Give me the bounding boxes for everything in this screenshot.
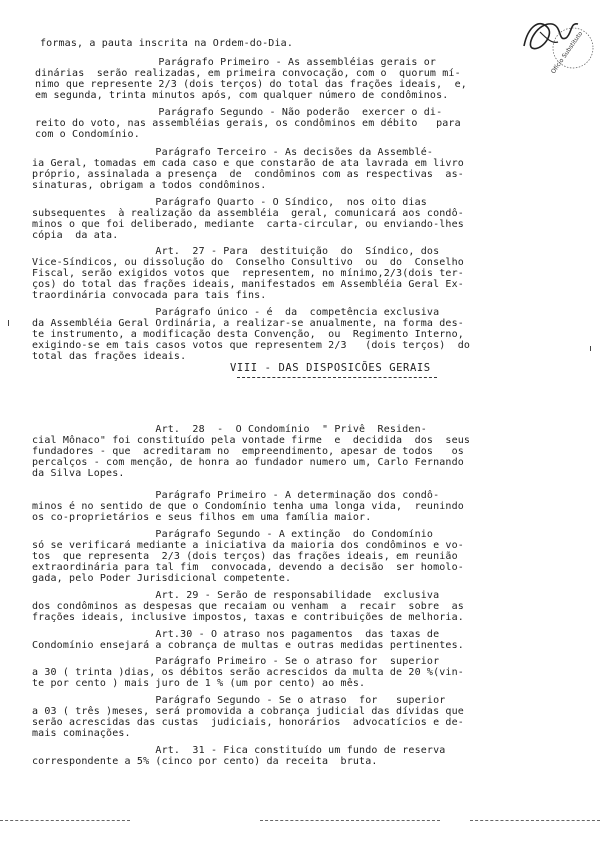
text-line: Parágrafo Segundo - Não poderão exercer o di- xyxy=(35,107,443,118)
text-line: percalços - com menção, de honra ao fundador numero um, Carlo Fernando xyxy=(32,457,464,468)
text-line: da Assembléia Geral Ordinária, a realizar-se anualmente, na forma des- xyxy=(32,318,464,329)
scan-mark xyxy=(8,320,9,326)
text-line: a 30 ( trinta )dias, os débitos serão acrescidos da multa de 20 %(vin- xyxy=(32,667,464,678)
text-line: exigindo-se em tais casos votos que representem 2/3 (dois terços) do xyxy=(32,340,471,351)
text-line: minos é no sentido de que o Condomínio tenha uma longa vida, reunindo xyxy=(32,501,464,512)
text-line: Parágrafo Primeiro - A determinação dos condô- xyxy=(32,490,440,501)
text-line: Parágrafo Primeiro - Se o atraso for superior xyxy=(32,656,440,667)
text-line: ços) do total das frações ideais, manifestados em Assembléia Geral Ex- xyxy=(32,279,464,290)
text-line: Parágrafo único - é da competência exclusiva xyxy=(32,307,440,318)
text-line: Condomínio ensejará a cobrança de multas e outras medidas pertinentes. xyxy=(32,640,464,651)
text-line: subsequentes à realização da assembléia geral, comunicará aos condô- xyxy=(32,208,464,219)
text-line: te instrumento, a modificação desta Convenção, ou Regimento Interno, xyxy=(32,329,464,340)
scan-mark xyxy=(590,346,591,351)
text-line: Vice-Síndicos, ou dissolução do Conselho Consultivo ou do Conselho xyxy=(32,257,464,268)
text-line: formas, a pauta inscrita na Ordem-do-Dia. xyxy=(40,38,293,49)
section-heading: VIII - DAS DISPOSICÕES GERAIS xyxy=(230,362,431,374)
text-line: a 03 ( três )meses, será promovida a cobrança judicial das dívidas que xyxy=(32,706,464,717)
text-line: reito do voto, nas assembléias gerais, os condôminos em débito para xyxy=(35,118,461,129)
text-line: traordinária convocada para tais fins. xyxy=(32,290,267,301)
text-line: gada, pelo Poder Jurisdicional competente. xyxy=(32,573,292,584)
text-line: correspondente a 5% (cinco por cento) da receita bruta. xyxy=(32,756,378,767)
bottom-edge-line xyxy=(470,820,600,821)
text-line: Parágrafo Terceiro - As decisões da Assemblé- xyxy=(32,147,434,158)
text-line: nimo que represente 2/3 (dois terços) do total das frações ideais, e, xyxy=(35,79,467,90)
notary-seal-icon xyxy=(518,8,596,86)
text-line: Fiscal, serão exigidos votos que representem, no mínimo,2/3(dois ter- xyxy=(32,268,464,279)
text-line: da Silva Lopes. xyxy=(32,468,125,479)
text-line: Art. 29 - Serão de responsabilidade exclusiva xyxy=(32,590,440,601)
text-line: cial Mônaco" foi constituído pela vontade firme e decidida dos seus xyxy=(32,435,471,446)
text-line: mais cominações. xyxy=(32,728,131,739)
text-line: Art.30 - O atraso nos pagamentos das taxas de xyxy=(32,629,440,640)
text-line: cópia da ata. xyxy=(32,230,119,241)
text-line: só se verificará mediante a iniciativa da maioria dos condôminos e vo- xyxy=(32,540,464,551)
text-line: Parágrafo Segundo - A extinção do Condomínio xyxy=(32,529,434,540)
text-line: próprio, assinalada a presença de condôminos com as respectivas as- xyxy=(32,169,464,180)
text-line: tos que representa 2/3 (dois terços) das frações ideais, em reunião xyxy=(32,551,458,562)
text-line: minos o que foi deliberado, mediante carta-circular, ou enviando-lhes xyxy=(32,219,464,230)
text-line: Art. 28 - O Condomínio " Privê Residen- xyxy=(32,424,427,435)
text-line: te por cento ) mais juro de 1 % (um por cento) ao mês. xyxy=(32,678,366,689)
bottom-edge-line xyxy=(260,820,440,821)
text-line: Parágrafo Quarto - O Síndico, nos oito dias xyxy=(32,197,427,208)
text-line: dos condôminos as despesas que recaiam ou venham a recair sobre as xyxy=(32,601,464,612)
text-line: em segunda, trinta minutos após, com qualquer número de condôminos. xyxy=(35,90,449,101)
text-line: Parágrafo Primeiro - As assembléias gerais or xyxy=(35,57,437,68)
text-line: os co-proprietários e seus filhos em uma família maior. xyxy=(32,512,372,523)
text-line: sinaturas, obrigam a todos condôminos. xyxy=(32,180,267,191)
text-line: dinárias serão realizadas, em primeira convocação, com o quorum mí- xyxy=(35,68,461,79)
heading-underline xyxy=(237,377,437,378)
seal-text: Ofício Substituto xyxy=(549,30,585,76)
text-line: frações ideais, inclusive impostos, taxas e contribuições de melhoria. xyxy=(32,612,464,623)
text-line: Art. 31 - Fica constituído um fundo de reserva xyxy=(32,745,446,756)
text-line: serão acrescidas das custas judiciais, honorários advocatícios e de- xyxy=(32,717,464,728)
text-line: com o Condomínio. xyxy=(35,129,140,140)
text-line: extraordinária para tal fim convocada, devendo a decisão ser homolo- xyxy=(32,562,464,573)
text-line: Parágrafo Segundo - Se o atraso for superior xyxy=(32,695,446,706)
text-line: total das frações ideais. xyxy=(32,351,187,362)
bottom-edge-line xyxy=(0,820,130,821)
text-line: fundadores - que acreditaram no empreendimento, apesar de todos os xyxy=(32,446,464,457)
text-line: Art. 27 - Para destituição do Síndico, dos xyxy=(32,246,440,257)
text-line: ia Geral, tomadas em cada caso e que constarão de ata lavrada em livro xyxy=(32,158,464,169)
